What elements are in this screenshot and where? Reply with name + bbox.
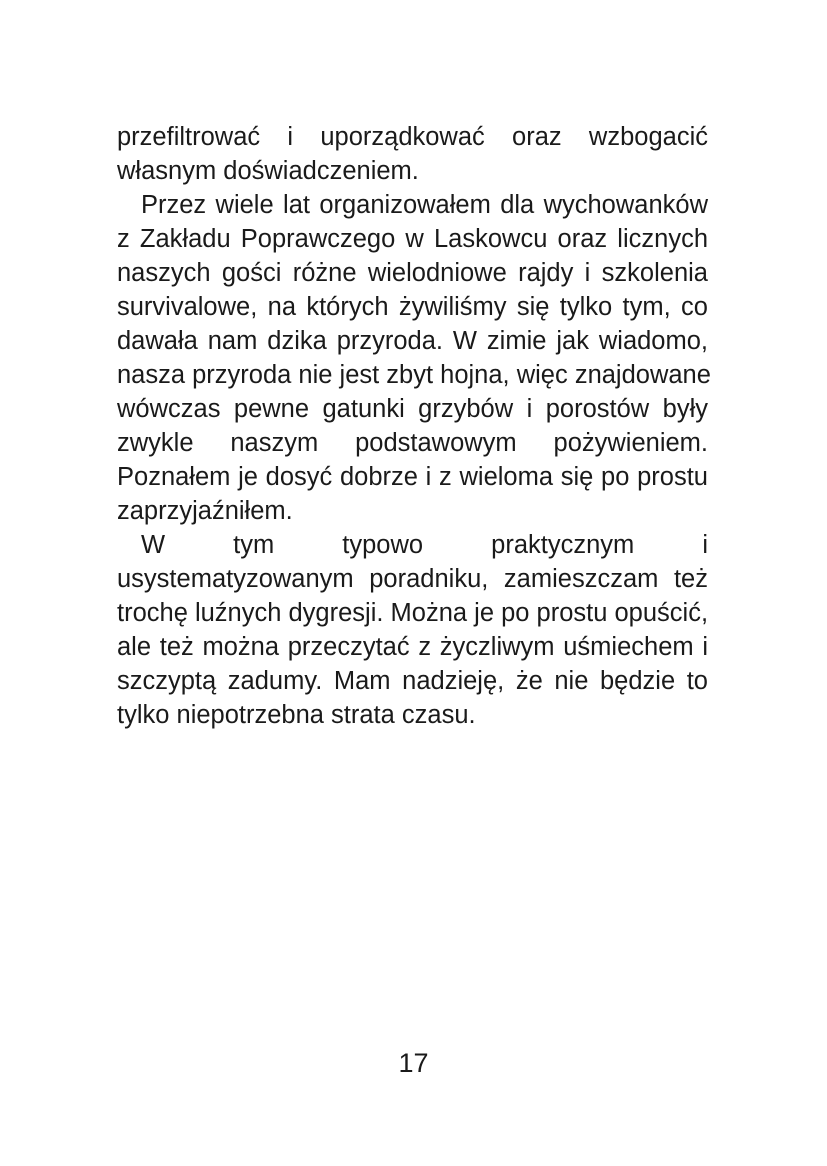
- text-line: Poznałem je dosyć dobrze i z wieloma się po prostu: [117, 463, 708, 491]
- page-number: 17: [398, 1048, 429, 1078]
- text-line: Przez wiele lat organizowałem dla wychowanków: [141, 191, 708, 219]
- text-line: zwykle naszym podstawowym pożywieniem.: [117, 429, 708, 457]
- text-line: trochę luźnych dygresji. Można je po prostu opuścić,: [117, 599, 709, 627]
- text-line: dawała nam dzika przyroda. W zimie jak wiadomo,: [117, 327, 708, 355]
- text-line: survivalowe, na których żywiliśmy się tylko tym, co: [117, 293, 708, 321]
- text-line: szczyptą zadumy. Mam nadzieję, że nie będzie to: [117, 667, 708, 695]
- text-line: nasza przyroda nie jest zbyt hojna, więc znajdowane: [117, 361, 711, 389]
- text-line: usystematyzowanym poradniku, zamieszczam też: [117, 565, 708, 593]
- text-line: z Zakładu Poprawczego w Laskowcu oraz licznych: [117, 225, 708, 253]
- text-line: przefiltrować i uporządkować oraz wzbogacić: [117, 123, 708, 151]
- text-line: wówczas pewne gatunki grzybów i porostów były: [117, 395, 708, 423]
- body-text: [117, 120, 711, 732]
- text-line: tylko niepotrzebna strata czasu.: [117, 701, 476, 729]
- text-line: W tym typowo praktycznym i: [141, 531, 708, 559]
- text-line: zaprzyjaźniłem.: [117, 497, 293, 525]
- text-line: własnym doświadczeniem.: [117, 157, 419, 185]
- text-line: naszych gości różne wielodniowe rajdy i szkolenia: [117, 259, 708, 287]
- text-line: ale też można przeczytać z życzliwym uśmiechem i: [117, 633, 708, 661]
